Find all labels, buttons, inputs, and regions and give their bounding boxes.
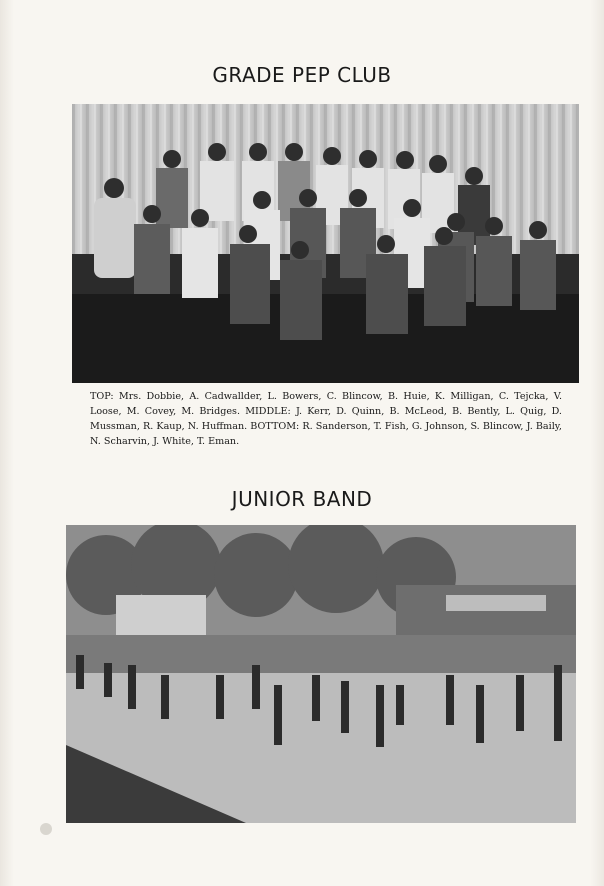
junior-band-heading: JUNIOR BAND	[231, 487, 373, 511]
pep-club-caption: TOP: Mrs. Dobbie, A. Cadwallder, L. Bowers, C. Blincow, B. Huie, K. Milligan, C. Tejcka, V. Loose, M. Covey, M. Bridges. MIDDLE: J. Kerr, D. Quinn, B. McLeod, B. Bently, L. Quig, D. Mussman, R. Kaup, N. Huffman. BOTTOM: R. Sanderson, T. Fish, G. Johnson, S. Blincow, J. Baily, N. Scharvin, J. White, T. Eman.	[90, 391, 562, 447]
junior-band-photo	[66, 525, 576, 823]
page-speck	[40, 823, 52, 835]
pep-club-heading: GRADE PEP CLUB	[212, 63, 392, 87]
pep-club-photo	[72, 104, 579, 383]
